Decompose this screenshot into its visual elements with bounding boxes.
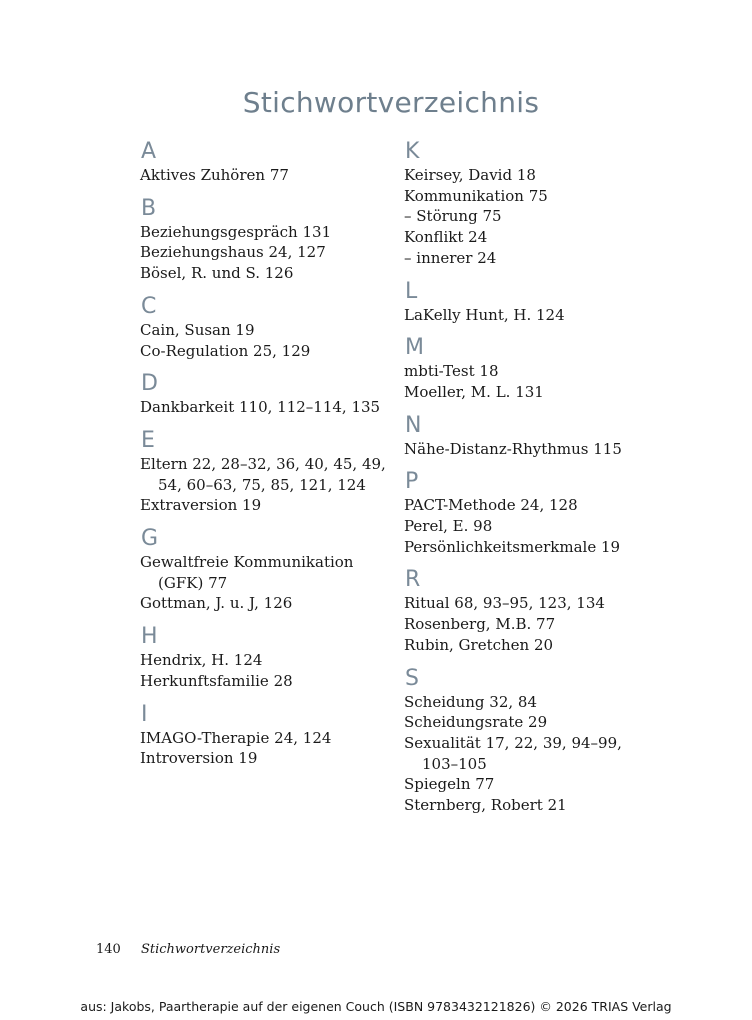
index-entry-continuation: (GFK) 77 bbox=[158, 573, 228, 592]
index-entry-text: Dankbarkeit 110, 112–114, 135 bbox=[140, 398, 381, 417]
index-entry-continuation: 54, 60–63, 75, 85, 121, 124 bbox=[158, 475, 366, 494]
section-letter: I bbox=[141, 701, 148, 727]
index-entry-text: – innerer 24 bbox=[404, 248, 497, 267]
index-entry-text: LaKelly Hunt, H. 124 bbox=[404, 305, 565, 324]
index-entry bbox=[140, 397, 390, 418]
index-entry-text: – Störung 75 bbox=[404, 207, 502, 226]
index-entry-text: Sexualität 17, 22, 39, 94–99, bbox=[404, 733, 622, 752]
index-entry-text: Rubin, Gretchen 20 bbox=[404, 635, 554, 654]
section-letter: A bbox=[141, 139, 157, 164]
index-entry bbox=[404, 439, 704, 460]
index-entry bbox=[404, 248, 704, 269]
index-entry-text: Beziehungsgespräch 131 bbox=[140, 222, 332, 241]
index-entry bbox=[140, 165, 390, 186]
index-entry-text: Kommunikation 75 bbox=[404, 186, 548, 205]
section-letter: K bbox=[405, 139, 420, 164]
index-entry bbox=[404, 186, 704, 207]
section-letter: L bbox=[405, 278, 418, 304]
page-title: Stichwortverzeichnis bbox=[242, 86, 540, 119]
index-entry bbox=[404, 692, 704, 713]
index-entry bbox=[140, 222, 390, 243]
page-footer bbox=[96, 942, 280, 957]
index-column-right bbox=[404, 138, 704, 825]
index-entry-text: PACT-Methode 24, 128 bbox=[404, 496, 578, 515]
index-entry bbox=[404, 733, 704, 774]
index-entry-text: Extraversion 19 bbox=[140, 496, 262, 515]
index-entry-text: Nähe-Distanz-Rhythmus 115 bbox=[404, 439, 622, 458]
section-letter: C bbox=[141, 293, 157, 319]
index-section-d bbox=[140, 370, 390, 418]
index-section-s bbox=[404, 665, 704, 816]
index-entry-text: Beziehungshaus 24, 127 bbox=[140, 243, 326, 262]
index-entry-text: Scheidung 32, 84 bbox=[404, 692, 538, 711]
section-letter: H bbox=[141, 624, 158, 650]
index-entry bbox=[404, 305, 704, 326]
index-entry bbox=[404, 516, 704, 537]
index-entry-text: Scheidungsrate 29 bbox=[404, 713, 548, 732]
index-entry-text: Gewaltfreie Kommunikation bbox=[140, 553, 354, 572]
index-section-b bbox=[140, 195, 390, 284]
index-section-r bbox=[404, 566, 704, 655]
index-entry bbox=[404, 495, 704, 516]
index-entry bbox=[404, 795, 704, 816]
index-entry-text: IMAGO-Therapie 24, 124 bbox=[140, 728, 332, 747]
index-entry bbox=[404, 712, 704, 733]
index-entry-text: Gottman, J. u. J, 126 bbox=[140, 594, 293, 613]
index-entry bbox=[404, 206, 704, 227]
index-entry-text: Konflikt 24 bbox=[404, 228, 488, 247]
section-letter: N bbox=[405, 412, 422, 438]
index-section-p bbox=[404, 468, 704, 557]
index-section-k bbox=[404, 138, 704, 269]
index-entry-text: Cain, Susan 19 bbox=[140, 320, 255, 339]
section-letter: E bbox=[141, 427, 155, 453]
index-entry bbox=[140, 263, 390, 284]
index-entry bbox=[140, 593, 390, 614]
index-entry bbox=[140, 454, 390, 495]
index-entry bbox=[140, 552, 390, 593]
index-entry-text: Introversion 19 bbox=[140, 749, 258, 768]
index-entry bbox=[404, 361, 704, 382]
index-entry-text: Spiegeln 77 bbox=[404, 775, 495, 794]
index-entry-text: mbti-Test 18 bbox=[404, 362, 499, 381]
index-entry bbox=[404, 614, 704, 635]
index-entry-text: Eltern 22, 28–32, 36, 40, 45, 49, bbox=[140, 454, 386, 473]
index-entry bbox=[404, 382, 704, 403]
index-entry-text: Ritual 68, 93–95, 123, 134 bbox=[404, 594, 605, 613]
index-entry-text: Perel, E. 98 bbox=[404, 517, 493, 536]
index-section-n bbox=[404, 412, 704, 460]
index-section-g bbox=[140, 525, 390, 614]
index-section-a bbox=[140, 138, 390, 186]
index-entry-text: Persönlichkeitsmerkmale 19 bbox=[404, 537, 621, 556]
index-section-c bbox=[140, 293, 390, 361]
index-entry-text: Sternberg, Robert 21 bbox=[404, 796, 567, 815]
index-entry-text: Hendrix, H. 124 bbox=[140, 651, 263, 670]
index-entry-continuation: 103–105 bbox=[422, 754, 487, 773]
index-entry-text: Bösel, R. und S. 126 bbox=[140, 264, 294, 283]
section-letter: R bbox=[405, 567, 421, 593]
source-credit: aus: Jakobs, Paartherapie auf der eigenen Couch (ISBN 9783432121826) © 2026 TRIAS Verlag bbox=[80, 999, 672, 1014]
index-entry bbox=[404, 165, 704, 186]
index-entry bbox=[140, 341, 390, 362]
section-letter: D bbox=[141, 371, 158, 397]
index-entry bbox=[140, 650, 390, 671]
index-entry bbox=[140, 242, 390, 263]
section-letter: M bbox=[405, 335, 424, 361]
index-section-l bbox=[404, 278, 704, 326]
index-entry bbox=[140, 748, 390, 769]
index-entry bbox=[404, 227, 704, 248]
index-entry-text: Herkunftsfamilie 28 bbox=[140, 671, 293, 690]
index-section-h bbox=[140, 623, 390, 691]
index-entry-text: Rosenberg, M.B. 77 bbox=[404, 615, 556, 634]
index-section-i bbox=[140, 701, 390, 769]
index-entry bbox=[404, 774, 704, 795]
section-letter: B bbox=[141, 195, 157, 221]
section-letter: S bbox=[405, 665, 419, 691]
index-entry bbox=[140, 728, 390, 749]
index-column-left bbox=[140, 138, 390, 778]
section-letter: P bbox=[405, 469, 419, 495]
index-section-m bbox=[404, 334, 704, 402]
index-entry bbox=[140, 320, 390, 341]
index-entry-text: Keirsey, David 18 bbox=[404, 166, 536, 184]
index-entry bbox=[404, 593, 704, 614]
index-section-e bbox=[140, 427, 390, 516]
index-entry bbox=[404, 635, 704, 656]
index-entry-text: Aktives Zuhören 77 bbox=[140, 166, 289, 184]
index-entry bbox=[140, 671, 390, 692]
index-entry bbox=[140, 495, 390, 516]
index-entry-text: Co-Regulation 25, 129 bbox=[140, 341, 311, 360]
running-head: Stichwortverzeichnis bbox=[140, 942, 281, 957]
index-entry bbox=[404, 537, 704, 558]
index-entry-text: Moeller, M. L. 131 bbox=[404, 382, 544, 401]
section-letter: G bbox=[141, 526, 159, 552]
page-number: 140 bbox=[96, 942, 121, 957]
